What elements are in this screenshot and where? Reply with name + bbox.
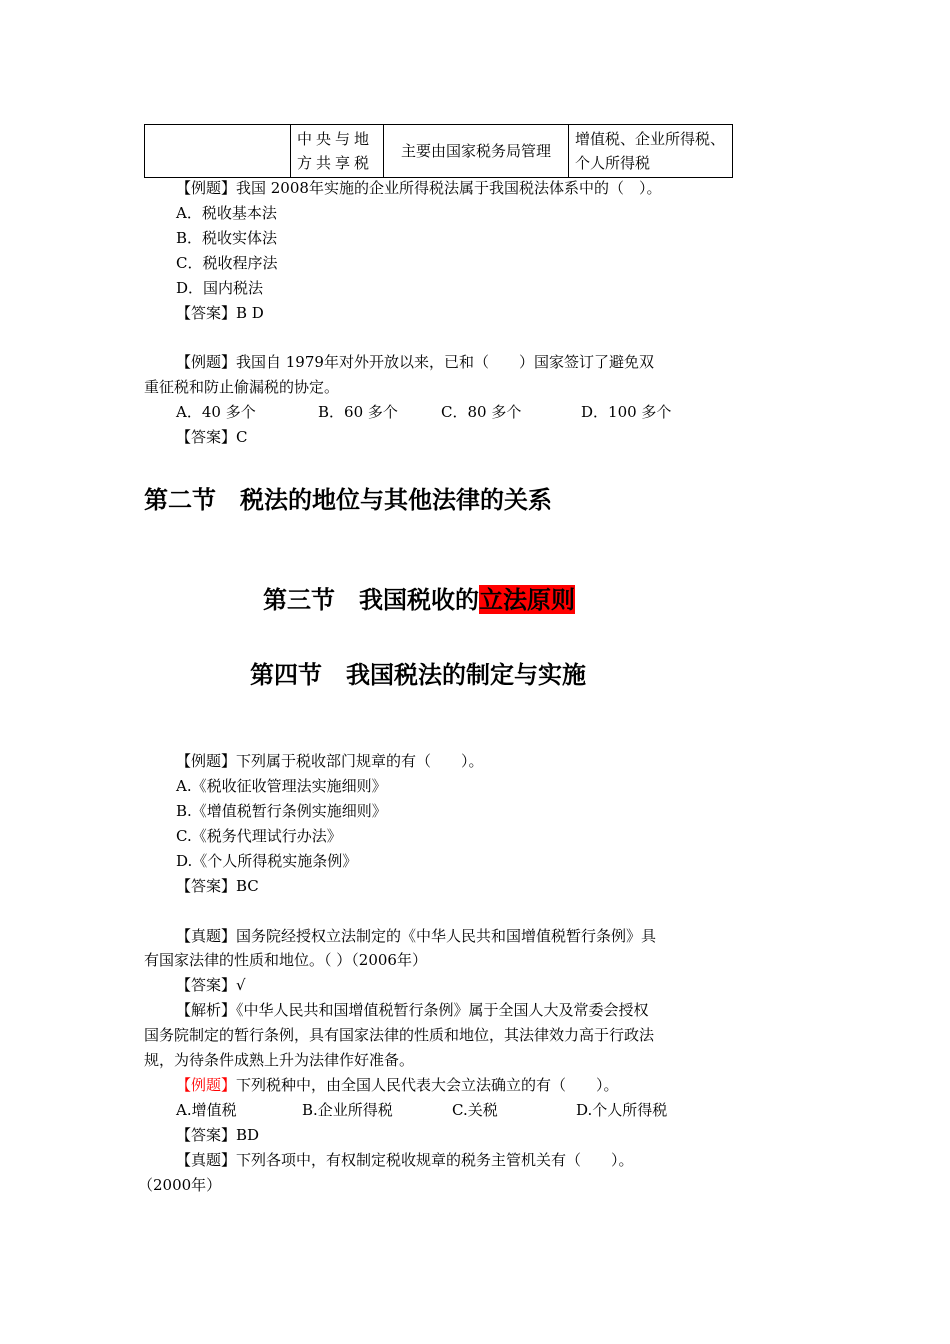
- example1-option-b: B．税收实体法: [176, 229, 278, 247]
- example4-question: [176, 1073, 619, 1097]
- example3-answer: 【答案】BC: [176, 877, 259, 895]
- example4-answer: 【答案】BD: [176, 1126, 260, 1144]
- example2-answer: 【答案】C: [176, 428, 248, 446]
- example1-option-a: A．税收基本法: [176, 204, 277, 222]
- example2-option-b: B．60 多个: [318, 403, 398, 421]
- table-cell-tax-type: 中央与地方共享税: [291, 125, 384, 178]
- real1-question-line1: 【真题】国务院经授权立法制定的《中华人民共和国增值税暂行条例》具: [176, 927, 657, 945]
- example2-question-line1: 【例题】我国自 1979年对外开放以来，已和（ ）国家签订了避免双: [176, 353, 654, 371]
- real1-question-line2: 有国家法律的性质和地位。（ ）（2006年）: [144, 951, 427, 969]
- example3-option-a: A.《税收征收管理法实施细则》: [176, 777, 387, 795]
- example1-answer: 【答案】B D: [176, 304, 264, 322]
- example1-question: 【例题】我国 2008年实施的企业所得税法属于我国税法体系中的（ ）。: [176, 179, 662, 197]
- example3-option-b: B.《增值税暂行条例实施细则》: [176, 802, 387, 820]
- section3-heading-prefix: 第三节 我国税收的: [263, 585, 479, 614]
- example2-option-a: A．40 多个: [176, 403, 256, 421]
- table-cell-management: 主要由国家税务局管理: [384, 125, 569, 178]
- example2-option-d: D．100 多个: [581, 403, 672, 421]
- tax-table: [144, 124, 733, 178]
- section3-heading-highlight: 立法原则: [479, 585, 575, 614]
- example3-option-d: D.《个人所得税实施条例》: [176, 852, 358, 870]
- real2-question-line2: （2000年）: [138, 1176, 222, 1194]
- example4-tag: 【例题】: [176, 1076, 237, 1094]
- example4-option-b: B.企业所得税: [302, 1101, 393, 1119]
- table-row: [145, 125, 733, 178]
- example1-option-c: C．税收程序法: [176, 254, 278, 272]
- section3-heading: [263, 584, 575, 616]
- example4-question-text: 下列税种中，由全国人民代表大会立法确立的有（ ）。: [236, 1076, 619, 1094]
- example3-question: 【例题】下列属于税收部门规章的有（ ）。: [176, 752, 484, 770]
- example4-option-c: C.关税: [452, 1101, 498, 1119]
- example4-option-a: A.增值税: [176, 1101, 237, 1119]
- example3-option-c: C.《税务代理试行办法》: [176, 827, 342, 845]
- example1-option-d: D．国内税法: [176, 279, 264, 297]
- table-cell-empty: [145, 125, 291, 178]
- example2-option-c: C．80 多个: [441, 403, 522, 421]
- real1-analysis-line3: 规，为待条件成熟上升为法律作好准备。: [144, 1051, 415, 1069]
- section2-heading: 第二节 税法的地位与其他法律的关系: [144, 485, 552, 514]
- example2-question-line2: 重征税和防止偷漏税的协定。: [144, 378, 340, 396]
- real1-analysis-line1: 【解析】《中华人民共和国增值税暂行条例》属于全国人大及常委会授权: [176, 1001, 649, 1019]
- real1-analysis-line2: 国务院制定的暂行条例，具有国家法律的性质和地位，其法律效力高于行政法: [144, 1026, 655, 1044]
- table-cell-tax-list: 增值税、企业所得税、个人所得税: [569, 125, 733, 178]
- real1-answer: 【答案】√: [176, 976, 246, 994]
- section4-heading: 第四节 我国税法的制定与实施: [250, 660, 586, 689]
- real2-question-line1: 【真题】下列各项中，有权制定税收规章的税务主管机关有（ ）。: [176, 1151, 634, 1169]
- example4-option-d: D.个人所得税: [576, 1101, 668, 1119]
